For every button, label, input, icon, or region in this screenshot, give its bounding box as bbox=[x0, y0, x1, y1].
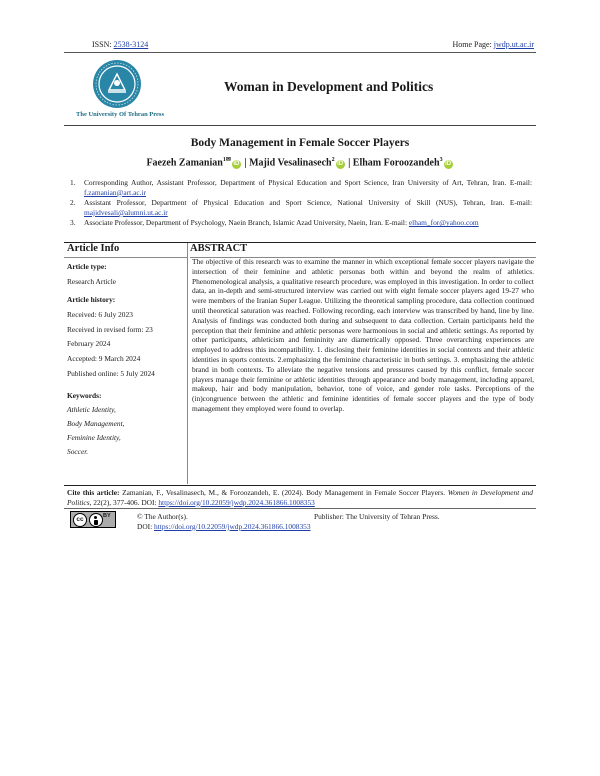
revised-date-line1: Received in revised form: 23 bbox=[67, 325, 153, 334]
section-rule-bottom bbox=[64, 485, 536, 486]
author-separator: | bbox=[244, 157, 247, 169]
published-date: Published online: 5 July 2024 bbox=[67, 369, 155, 378]
citation-rule bbox=[64, 508, 536, 509]
homepage-label: Home Page: bbox=[452, 40, 492, 49]
affiliation-text: Corresponding Author, Assistant Professor, Department of Physical Education and Sport Science, Iran University of Art, Tehran, Iran. E-mail: bbox=[84, 178, 532, 187]
keywords-label: Keywords: bbox=[67, 391, 102, 400]
attribution-icon bbox=[89, 513, 103, 527]
copyright-text: © The Author(s). bbox=[137, 512, 188, 521]
article-history-label: Article history: bbox=[67, 295, 116, 304]
issn-link[interactable]: 2538-3124 bbox=[113, 40, 149, 49]
column-headings bbox=[64, 243, 536, 257]
author-superscript: 2 bbox=[331, 157, 335, 163]
abstract-heading: ABSTRACT bbox=[190, 243, 248, 254]
attribution-icon-head bbox=[94, 516, 97, 519]
journal-title: Woman in Development and Politics bbox=[224, 79, 434, 94]
author-superscript: 1✉ bbox=[222, 157, 231, 163]
affiliation-item bbox=[70, 178, 532, 197]
keyword: Athletic Identity, bbox=[67, 405, 116, 414]
orcid-icon[interactable]: iD bbox=[233, 161, 240, 168]
affiliation-email[interactable]: f.zamanian@art.ac.ir bbox=[84, 187, 146, 197]
citation-doi-link[interactable]: https://doi.org/10.22059/jwdp.2024.361866.1008353 bbox=[158, 497, 315, 507]
citation bbox=[67, 488, 533, 507]
homepage-link[interactable]: jwdp.ut.ac.ir bbox=[493, 40, 534, 49]
affiliation-item bbox=[70, 198, 532, 217]
cc-by-license-badge[interactable] bbox=[70, 511, 116, 528]
paper-title: Body Management in Female Soccer Players bbox=[190, 137, 410, 149]
press-name: The University Of Tehran Press bbox=[76, 111, 164, 118]
cc-icon: cc bbox=[73, 513, 87, 527]
author-list bbox=[64, 156, 536, 169]
orcid-icon[interactable]: iD bbox=[337, 161, 344, 168]
article-type-value: Research Article bbox=[67, 277, 117, 286]
heading-rule-left bbox=[64, 257, 187, 258]
author-superscript: 3 bbox=[439, 157, 443, 163]
author-name: Faezeh Zamanian bbox=[146, 157, 223, 169]
keyword: Feminine Identity, bbox=[67, 433, 121, 442]
doi-line bbox=[137, 522, 311, 532]
article-info bbox=[67, 262, 185, 457]
spacer bbox=[67, 287, 185, 295]
received-date: Received: 6 July 2023 bbox=[67, 310, 133, 319]
affiliation-number: 2. bbox=[70, 198, 76, 208]
issn-label: ISSN: bbox=[92, 40, 112, 49]
orcid-icon[interactable]: iD bbox=[445, 161, 452, 168]
affiliation-item bbox=[70, 218, 532, 228]
affiliation-text: Associate Professor, Department of Psychology, Naein Branch, Islamic Azad University, Naein, Iran. E-mail: bbox=[84, 218, 409, 228]
citation-volume: , 22(2), 377-406. DOI: bbox=[89, 497, 159, 507]
abstract-text: The objective of this research was to examine the manner in which exceptional female soccer players navigate the intersection of their feminine and athletic personas both within and beyond the realm of athletics. Phenomenological analysis, a qualitative research procedure, was employed in this investigation. In order to collect data, an in-depth and semi-structured interview was carried out with eight female soccer players aged 19-27 who were members of the Iranian Super League. Utilizing the theoretical sampling procedure, data collection continued until theoretical saturation was reached. Following recording, each interview was transcribed by hand, line by line. Analysis of findings was conducted both during and subsequent to data collection. Certain participants held the perception that their feminine and athletic personas were harmonious in social and athletic settings. As reported by other participants, athleticism and femininity are diametrically opposed. Three overarching experiences are employed to address this incompatibility. 1. disclosing their feminine identities in social contexts and their athletic identities in sports contexts. 2.emphasizing the feminine characteristic in both settings. 3. emphasizing the athletic brand in both contexts. To alleviate the negative tensions and pressures caused by this conflict, female soccer players manage their feminine or athletic identities through appearance and body management, including apparel, makeup, hair and body manipulation, behavior, tone of voice, and gender role tasks. Perceptions of the (in)congruence between the athletic and feminine identities of female soccer players and the type of body management they employed were found to overlap. bbox=[192, 257, 534, 413]
spacer bbox=[67, 379, 185, 391]
footer-doi-link[interactable]: https://doi.org/10.22059/jwdp.2024.361866.1008353 bbox=[154, 521, 311, 531]
keyword: Soccer. bbox=[67, 447, 89, 456]
affiliation-email[interactable]: majidvesali@alumni.ut.ac.ir bbox=[84, 207, 168, 217]
citation-label: Cite this article: bbox=[67, 488, 120, 497]
column-divider bbox=[187, 243, 188, 484]
journal-header bbox=[64, 52, 536, 126]
publisher-text: Publisher: The University of Tehran Press. bbox=[314, 512, 440, 521]
accepted-date: Accepted: 9 March 2024 bbox=[67, 354, 141, 363]
revised-date-line2: February 2024 bbox=[67, 339, 111, 348]
issn bbox=[92, 40, 148, 49]
doi-label: DOI: bbox=[137, 521, 155, 531]
author-name: Elham Foroozandeh bbox=[352, 157, 440, 169]
copyright-block bbox=[137, 512, 311, 531]
affiliation-email[interactable]: elham_for@yahoo.com bbox=[408, 218, 479, 228]
affiliation-text: Assistant Professor, Department of Physical Education and Sport Science, National University of Skill (NUS), Tehran, Iran. E-mail: bbox=[84, 198, 532, 208]
citation-journal: Women in Development and Politics bbox=[67, 488, 533, 507]
affiliation-number: 3. bbox=[70, 218, 76, 228]
article-info-heading: Article Info bbox=[67, 243, 120, 254]
homepage bbox=[452, 40, 534, 49]
citation-text: Zamanian, F., Vesalinasech, M., & Foroozandeh, E. (2024). Body Management in Female Soccer Players. bbox=[122, 488, 446, 497]
author-name: Majid Vesalinasech bbox=[249, 157, 332, 169]
affiliation-number: 1. bbox=[70, 178, 76, 187]
affiliations bbox=[70, 178, 532, 229]
university-logo bbox=[92, 59, 142, 109]
attribution-icon-body bbox=[94, 520, 98, 525]
running-header bbox=[64, 40, 536, 52]
keyword: Body Management, bbox=[67, 419, 125, 428]
by-label: BY bbox=[103, 513, 111, 519]
article-type-label: Article type: bbox=[67, 262, 107, 271]
author-separator: | bbox=[348, 157, 351, 169]
